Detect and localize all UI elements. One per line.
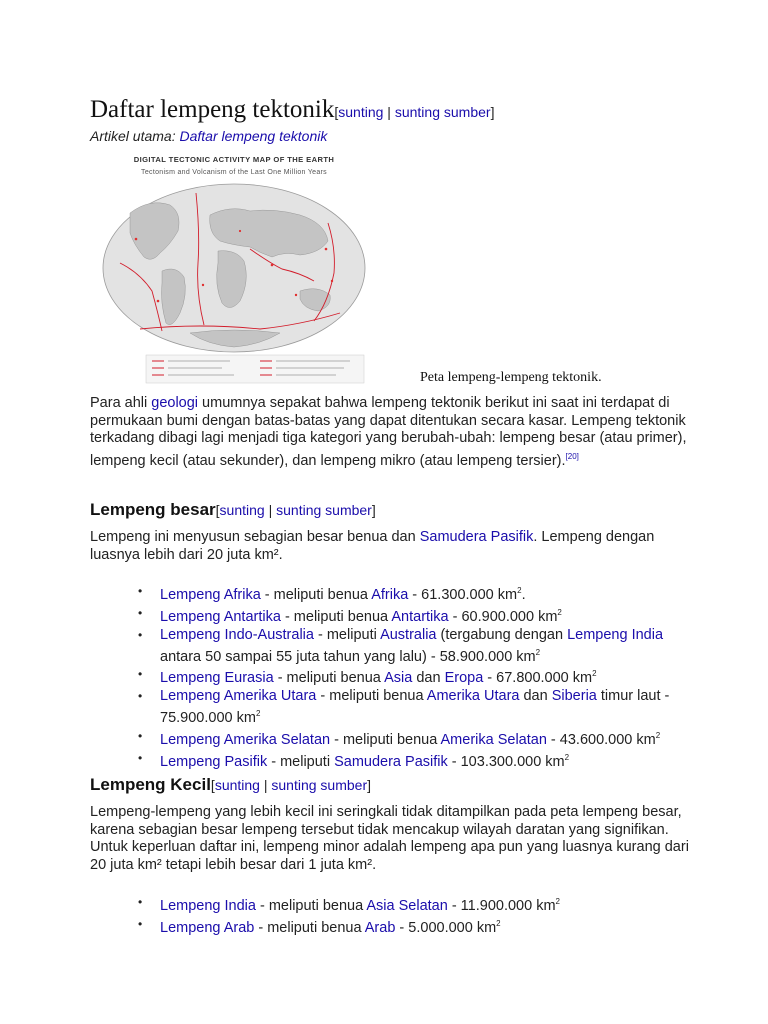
link-lempeng-arab[interactable]: Lempeng Arab — [160, 919, 255, 936]
edit-source-link[interactable]: sunting sumber — [394, 104, 491, 120]
edit-link[interactable]: sunting — [338, 104, 384, 120]
list-item: • Lempeng Pasifik - meliputi Samudera Pasifik - 103.300.000 $km^2$ — [138, 750, 570, 770]
section-heading-besar-text: Lempeng besar — [90, 500, 216, 519]
link-australia[interactable]: Australia — [380, 626, 437, 643]
link-lempeng-amerika-selatan[interactable]: Lempeng Amerika Selatan — [160, 731, 331, 748]
kecil-paragraph: Lempeng-lempeng yang lebih kecil ini seringkali tidak ditampilkan pada peta lempeng besar, karena sebagian besar lempeng tersebut tidak mencakup wilayah daratan yang signifikan. Untuk keperluan daftar ini, lempeng minor adalah lempeng apa pun yang luasnya kurang dari 20 juta km² tetapi lebih besar dari 1 juta km². — [90, 804, 689, 873]
link-lempeng-indo-australia[interactable]: Lempeng Indo-Australia — [160, 626, 314, 643]
link-lempeng-india[interactable]: Lempeng India — [160, 897, 256, 914]
link-lempeng-afrika[interactable]: Lempeng Afrika — [160, 586, 261, 603]
edit-bracket-open: [ — [334, 104, 339, 120]
list-item: • Lempeng Arab - meliputi benua Arab - 5.000.000 $km^2$ — [138, 916, 501, 936]
edit-links: [sunting | sunting sumber] — [215, 502, 376, 518]
edit-source-link[interactable]: sunting sumber — [271, 777, 368, 793]
list-item: • Lempeng Indo-Australia - meliputi Australia (tergabung dengan Lempeng India antara 50 sampai 55 juta tahun yang lalu) - 58.900.000 $km^2$ — [138, 626, 664, 665]
tectonic-map-image[interactable] — [100, 153, 368, 385]
bullet: • — [138, 750, 143, 765]
link-eropa[interactable]: Eropa — [444, 670, 484, 687]
bullet: • — [138, 729, 143, 744]
besar-paragraph: Lempeng ini menyusun sebagian besar benua dan Samudera Pasifik. Lempeng dengan luasnya lebih dari 20 juta km². — [90, 529, 655, 563]
link-samudera-pasifik[interactable]: Samudera Pasifik — [419, 529, 534, 545]
link-asia-selatan[interactable]: Asia Selatan — [366, 897, 448, 914]
section-heading-kecil-text: Lempeng Kecil — [90, 775, 211, 794]
list-item: • Lempeng Amerika Selatan - meliputi benua Amerika Selatan - 43.600.000 $km^2$ — [138, 729, 661, 748]
reference-link[interactable]: [20] — [565, 451, 579, 461]
link-siberia[interactable]: Siberia — [551, 688, 597, 705]
edit-link[interactable]: sunting — [219, 502, 265, 518]
besar-list — [90, 582, 690, 771]
map-title: DIGITAL TECTONIC ACTIVITY MAP OF THE EARTH — [133, 155, 335, 164]
main-article-link[interactable]: Daftar lempeng tektonik — [179, 128, 328, 144]
link-lempeng-india[interactable]: Lempeng India — [567, 626, 664, 643]
map-legend — [146, 355, 364, 383]
kecil-list — [90, 893, 690, 937]
link-arab[interactable]: Arab — [364, 919, 396, 936]
bullet: • — [138, 916, 143, 931]
edit-links: [sunting | sunting sumber] — [210, 777, 371, 793]
main-article-note — [90, 128, 327, 144]
bullet: • — [138, 627, 143, 642]
link-afrika[interactable]: Afrika — [371, 586, 409, 603]
link-samudera-pasifik[interactable]: Samudera Pasifik — [334, 753, 448, 770]
page-title-row — [90, 96, 494, 124]
list-item: • Lempeng Eurasia - meliputi benua Asia dan Eropa - 67.800.000 $km^2$ — [138, 667, 597, 687]
link-lempeng-pasifik[interactable]: Lempeng Pasifik — [160, 753, 268, 770]
edit-bracket-close: ] — [490, 104, 495, 120]
list-item: • Lempeng Amerika Utara - meliputi benua Amerika Utara dan Siberia timur laut - 75.900.000 $km^2$ — [138, 688, 670, 727]
edit-links — [334, 104, 494, 120]
section-heading-besar — [90, 500, 376, 520]
link-lempeng-antartika[interactable]: Lempeng Antartika — [160, 608, 281, 625]
main-article-prefix: Artikel utama: — [90, 128, 180, 144]
bullet: • — [138, 605, 143, 620]
section-heading-kecil — [90, 775, 371, 795]
map-caption: Peta lempeng-lempeng tektonik. — [420, 370, 602, 385]
intro-paragraph: Para ahli geologi umumnya sepakat bahwa lempeng tektonik berikut ini saat ini terdapat di permukaan bumi dengan batas-batas yang dapat ditentukan secara kasar. Lempeng tektonik terkadang dibagi lagi menjadi tiga kategori yang berubah-ubah: lempeng besar (atau primer), lempeng kecil (atau sekunder), dan lempeng mikro (atau lempeng tersier).[20] — [90, 395, 687, 469]
link-geologi[interactable]: geologi — [151, 395, 199, 411]
bullet: • — [138, 667, 143, 682]
edit-source-link[interactable]: sunting sumber — [276, 502, 372, 518]
link-amerika-utara[interactable]: Amerika Utara — [426, 688, 520, 705]
link-amerika-selatan[interactable]: Amerika Selatan — [440, 731, 547, 748]
edit-link[interactable]: sunting — [214, 777, 260, 793]
bullet: • — [138, 895, 143, 909]
link-lempeng-amerika-utara[interactable]: Lempeng Amerika Utara — [160, 688, 317, 705]
list-item: • Lempeng Afrika - meliputi benua Afrika - 61.300.000 $km^2$. — [138, 584, 526, 603]
bullet: • — [138, 584, 143, 598]
list-item: • Lempeng India - meliputi benua Asia Selatan - 11.900.000 $km^2$ — [138, 895, 560, 914]
link-antartika[interactable]: Antartika — [391, 608, 449, 625]
edit-separator: | — [383, 104, 395, 120]
link-lempeng-eurasia[interactable]: Lempeng Eurasia — [160, 670, 274, 687]
list-item: • Lempeng Antartika - meliputi benua Antartika - 60.900.000 $km^2$ — [138, 605, 562, 625]
tectonic-map-svg — [100, 153, 368, 385]
bullet: • — [138, 689, 143, 704]
map-subtitle: Tectonism and Volcanism of the Last One Million Years — [141, 169, 327, 176]
page-title: Daftar lempeng tektonik — [90, 96, 335, 123]
link-asia[interactable]: Asia — [384, 670, 413, 687]
